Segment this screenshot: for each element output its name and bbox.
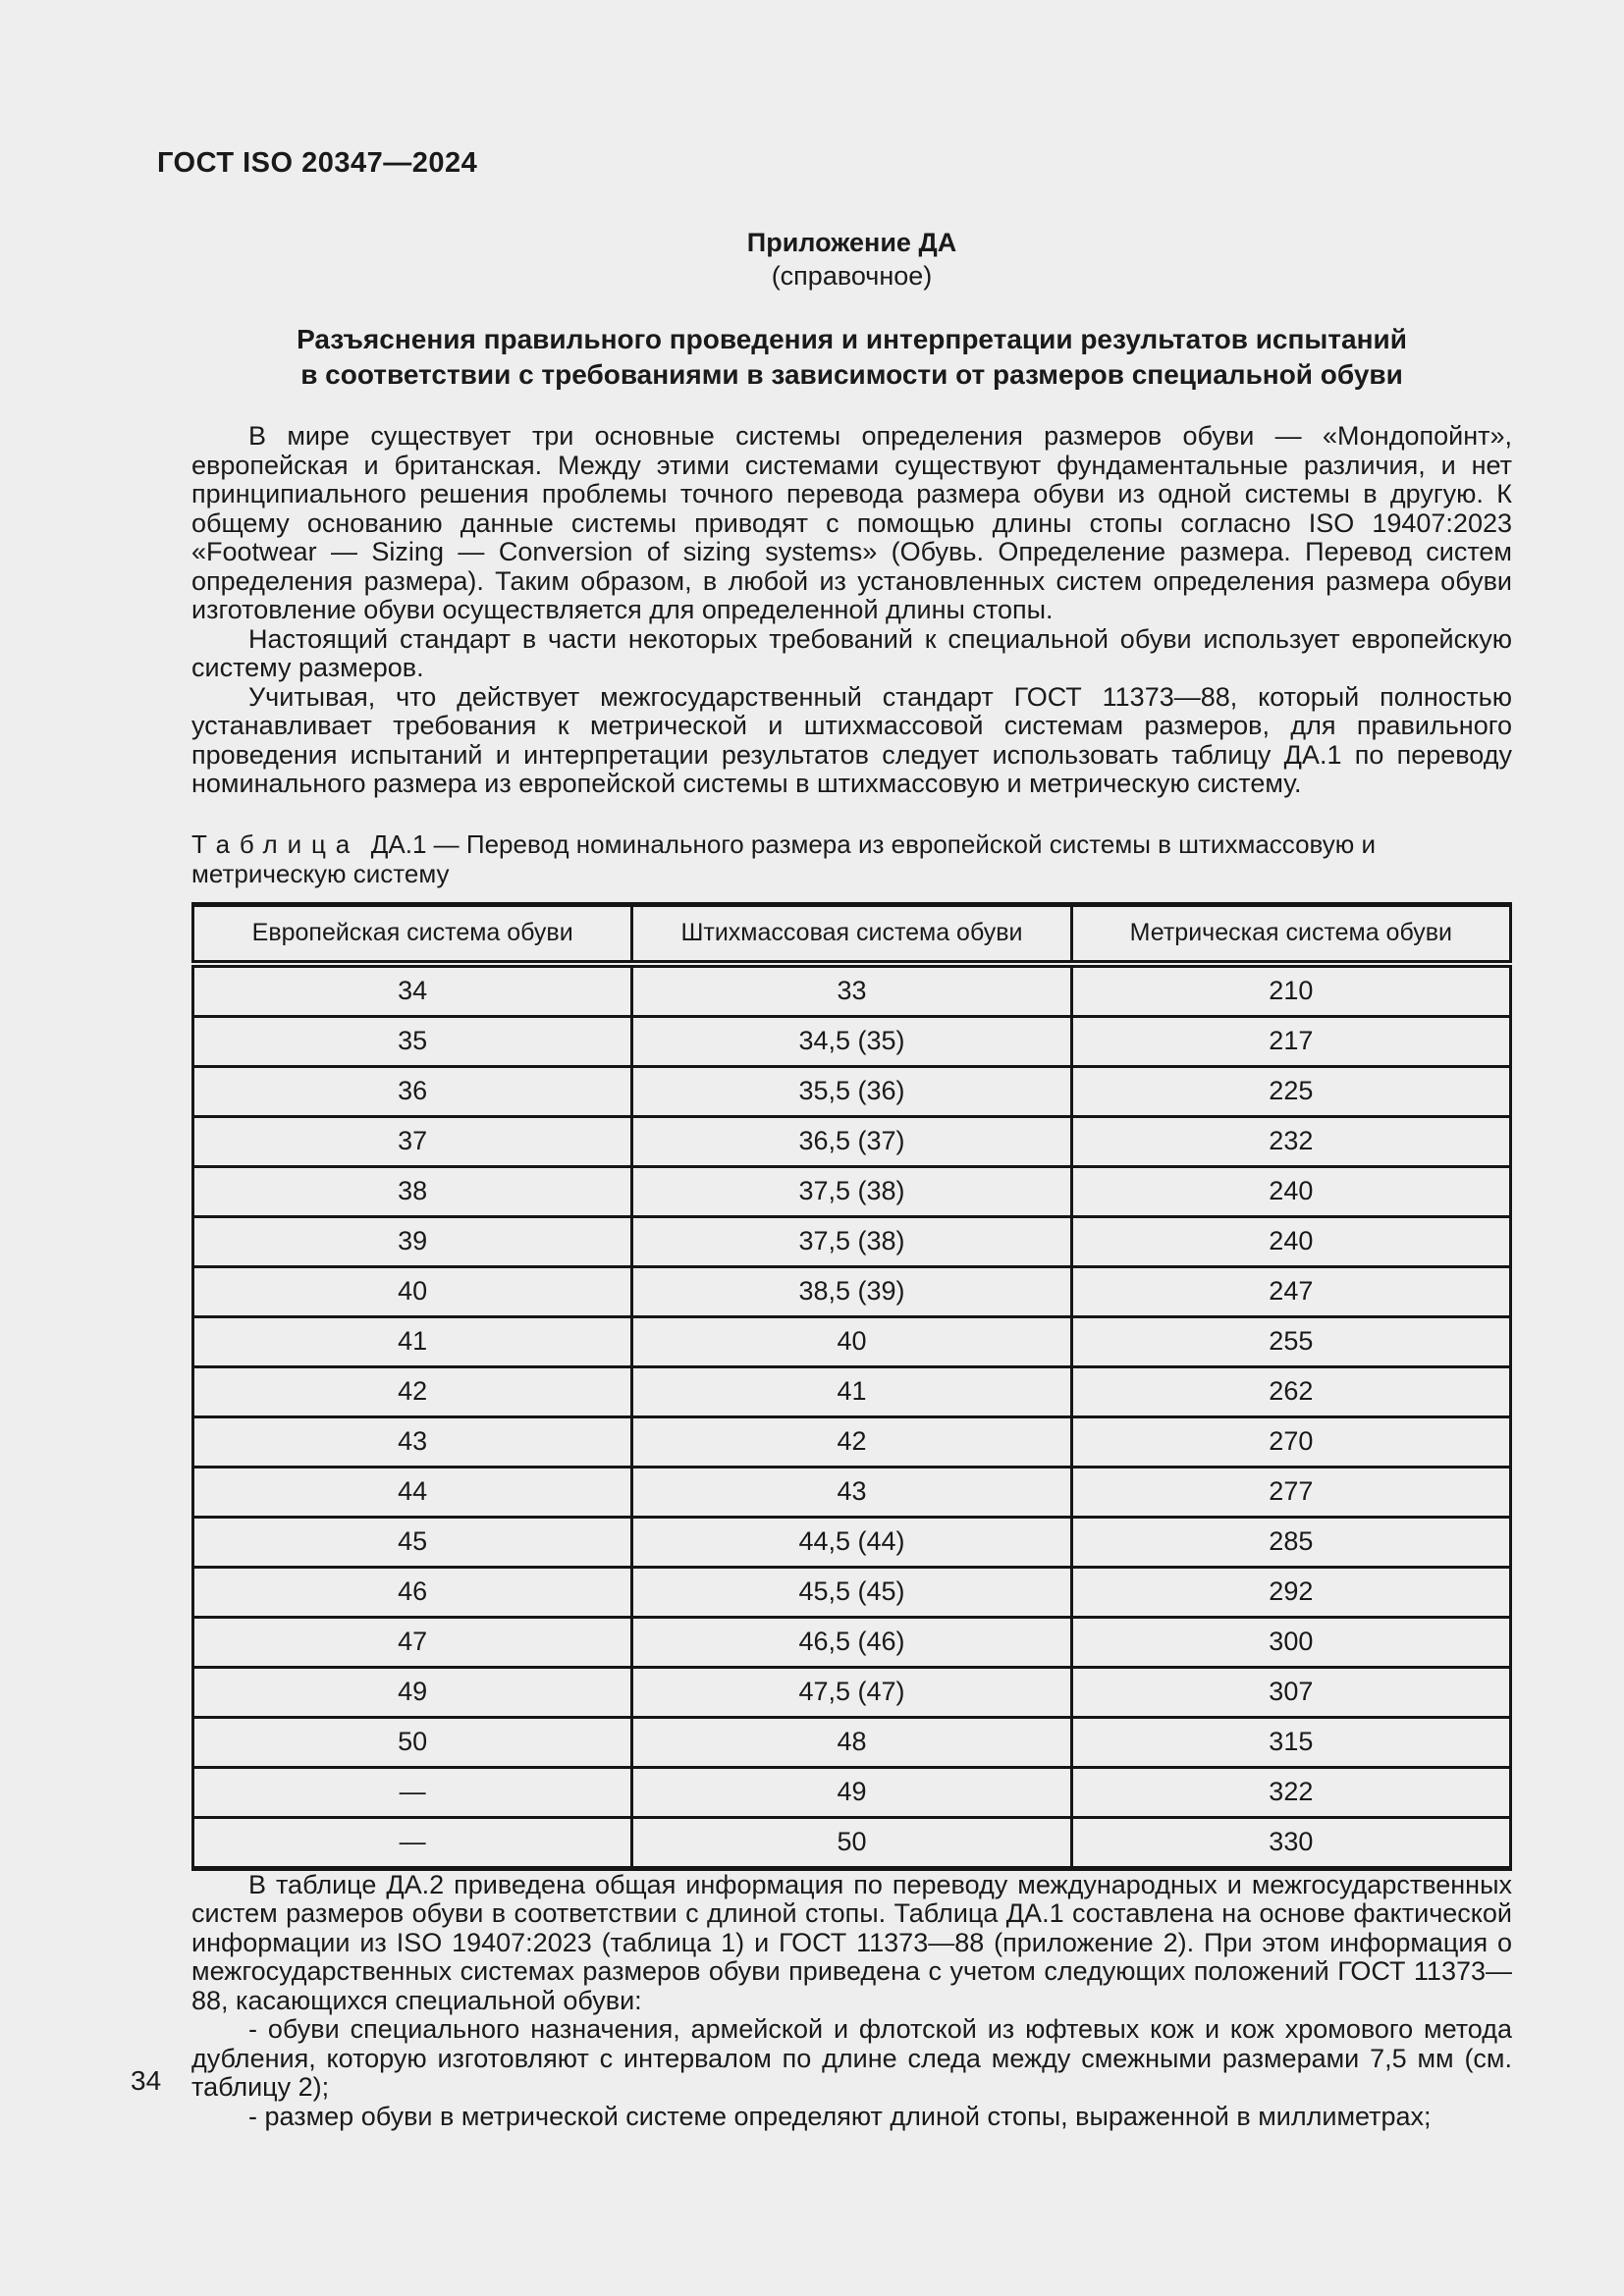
table-row bbox=[193, 1717, 1511, 1767]
table-header-row bbox=[193, 904, 1511, 964]
table-cell: 38,5 (39) bbox=[632, 1266, 1071, 1316]
table-header-cell: Европейская система обуви bbox=[193, 904, 632, 964]
table-cell: 35,5 (36) bbox=[632, 1066, 1071, 1116]
table-cell: 47,5 (47) bbox=[632, 1667, 1071, 1717]
table-cell: 47 bbox=[193, 1617, 632, 1667]
table-row bbox=[193, 1667, 1511, 1717]
table-cell: 50 bbox=[193, 1717, 632, 1767]
table-cell: 240 bbox=[1071, 1216, 1510, 1266]
table-cell: 232 bbox=[1071, 1116, 1510, 1166]
table-cell: 46 bbox=[193, 1567, 632, 1617]
table-cell: 300 bbox=[1071, 1617, 1510, 1667]
paragraph-intro: В мире существует три основные системы определения размеров обуви — «Мондопойнт», европейская и британская. Между этими системами существуют фундаментальные различия, и нет принципиального решения проблемы точного перевода размера обуви из одной системы в другую. К общему основанию данные системы приводят с помощью длины стопы согласно ISO 19407:2023 «Footwear — Sizing — Conversion of sizing systems» (Обувь. Определение размера. Перевод систем определения размера). Таким образом, в любой из установленных систем определения размера обуви изготовление обуви осуществляется для определенной длины стопы. bbox=[191, 421, 1512, 624]
table-cell: 40 bbox=[193, 1266, 632, 1316]
table-row bbox=[193, 1066, 1511, 1116]
table-row bbox=[193, 1016, 1511, 1066]
doc-code: ГОСТ ISO 20347—2024 bbox=[157, 147, 478, 179]
size-table-head bbox=[193, 904, 1511, 964]
table-cell: — bbox=[193, 1817, 632, 1868]
table-cell: 42 bbox=[632, 1416, 1071, 1467]
table-cell: 36 bbox=[193, 1066, 632, 1116]
table-cell: 322 bbox=[1071, 1767, 1510, 1817]
table-cell: 262 bbox=[1071, 1366, 1510, 1416]
table-cell: 270 bbox=[1071, 1416, 1510, 1467]
table-cell: 34,5 (35) bbox=[632, 1016, 1071, 1066]
table-row bbox=[193, 1517, 1511, 1567]
table-cell: 247 bbox=[1071, 1266, 1510, 1316]
paragraph-standard-usage: Настоящий стандарт в части некоторых требований к специальной обуви использует европейскую систему размеров. bbox=[191, 623, 1512, 682]
table-row bbox=[193, 1416, 1511, 1467]
table-cell: 292 bbox=[1071, 1567, 1510, 1617]
table-cell: 37,5 (38) bbox=[632, 1216, 1071, 1266]
appendix-type: (справочное) bbox=[771, 261, 933, 291]
table-row bbox=[193, 1567, 1511, 1617]
table-cell: 43 bbox=[193, 1416, 632, 1467]
table-cell: — bbox=[193, 1767, 632, 1817]
page-number: 34 bbox=[131, 2065, 162, 2096]
table-cell: 49 bbox=[632, 1767, 1071, 1817]
table-cell: 41 bbox=[632, 1366, 1071, 1416]
table-cell: 44,5 (44) bbox=[632, 1517, 1071, 1567]
table-cell: 39 bbox=[193, 1216, 632, 1266]
table-cell: 285 bbox=[1071, 1517, 1510, 1567]
table-cell: 50 bbox=[632, 1817, 1071, 1868]
page-content bbox=[191, 0, 1512, 2131]
size-conversion-table bbox=[191, 902, 1512, 1871]
table-row bbox=[193, 1166, 1511, 1216]
table-caption bbox=[191, 829, 1512, 888]
list-item-special-footwear: - обуви специального назначения, армейской и флотской из юфтевых кож и кож хромового метода дубления, которую изготовляют с интервалом по длине следа между смежными размерами 7,5 мм (см. таблицу 2); bbox=[191, 2014, 1512, 2102]
size-table-body bbox=[193, 964, 1511, 1869]
table-row bbox=[193, 1767, 1511, 1817]
table-cell: 35 bbox=[193, 1016, 632, 1066]
table-cell: 41 bbox=[193, 1316, 632, 1366]
table-row bbox=[193, 1817, 1511, 1868]
table-cell: 277 bbox=[1071, 1467, 1510, 1517]
table-row bbox=[193, 1266, 1511, 1316]
table-row bbox=[193, 1216, 1511, 1266]
table-header-cell: Штихмассовая система обуви bbox=[632, 904, 1071, 964]
appendix-title-line2: в соответствии с требованиями в зависимости от размеров специальной обуви bbox=[300, 359, 1403, 390]
appendix-title-line1: Разъяснения правильного проведения и интерпретации результатов испытаний bbox=[297, 324, 1407, 354]
table-cell: 255 bbox=[1071, 1316, 1510, 1366]
list-item-metric-size: - размер обуви в метрической системе определяют длиной стопы, выраженной в миллиметрах; bbox=[248, 2101, 1432, 2131]
table-cell: 37,5 (38) bbox=[632, 1166, 1071, 1216]
table-cell: 38 bbox=[193, 1166, 632, 1216]
table-cell: 48 bbox=[632, 1717, 1071, 1767]
table-cell: 45,5 (45) bbox=[632, 1567, 1071, 1617]
table-row bbox=[193, 1116, 1511, 1166]
table-cell: 37 bbox=[193, 1116, 632, 1166]
table-cell: 43 bbox=[632, 1467, 1071, 1517]
table-cell: 217 bbox=[1071, 1016, 1510, 1066]
table-cell: 33 bbox=[632, 964, 1071, 1017]
table-caption-word: Таблица bbox=[191, 828, 360, 859]
table-row bbox=[193, 964, 1511, 1017]
paragraph-gost-11373: Учитывая, что действует межгосударственный стандарт ГОСТ 11373—88, который полностью устанавливает требования к метрической и штихмассовой системам размеров, для правильного проведения испытаний и интерпретации результатов следует использовать таблицу ДА.1 по переводу номинального размера из европейской системы в штихмассовую и метрическую систему. bbox=[191, 681, 1512, 798]
appendix-label: Приложение ДА bbox=[746, 228, 957, 257]
table-cell: 46,5 (46) bbox=[632, 1617, 1071, 1667]
table-cell: 44 bbox=[193, 1467, 632, 1517]
table-caption-text: ДА.1 — Перевод номинального размера из европейской системы в штихмассовую и метрическую систему bbox=[191, 828, 1377, 888]
paragraph-table-da2: В таблице ДА.2 приведена общая информация по переводу международных и межгосударственных систем размеров обуви в соответствии с длиной стопы. Таблица ДА.1 составлена на основе фактической информации из ISO 19407:2023 (таблица 1) и ГОСТ 11373—88 (приложение 2). При этом информация о межгосударственных системах размеров обуви приведена с учетом следующих положений ГОСТ 11373—88, касающихся специальной обуви: bbox=[191, 1869, 1512, 2015]
table-cell: 210 bbox=[1071, 964, 1510, 1017]
table-cell: 240 bbox=[1071, 1166, 1510, 1216]
appendix-title bbox=[191, 322, 1512, 393]
table-cell: 34 bbox=[193, 964, 632, 1017]
table-row bbox=[193, 1366, 1511, 1416]
table-row bbox=[193, 1467, 1511, 1517]
table-cell: 45 bbox=[193, 1517, 632, 1567]
table-cell: 49 bbox=[193, 1667, 632, 1717]
table-row bbox=[193, 1316, 1511, 1366]
table-cell: 307 bbox=[1071, 1667, 1510, 1717]
table-cell: 36,5 (37) bbox=[632, 1116, 1071, 1166]
table-cell: 315 bbox=[1071, 1717, 1510, 1767]
table-cell: 330 bbox=[1071, 1817, 1510, 1868]
table-cell: 225 bbox=[1071, 1066, 1510, 1116]
table-header-cell: Метрическая система обуви bbox=[1071, 904, 1510, 964]
table-cell: 42 bbox=[193, 1366, 632, 1416]
table-cell: 40 bbox=[632, 1316, 1071, 1366]
table-row bbox=[193, 1617, 1511, 1667]
